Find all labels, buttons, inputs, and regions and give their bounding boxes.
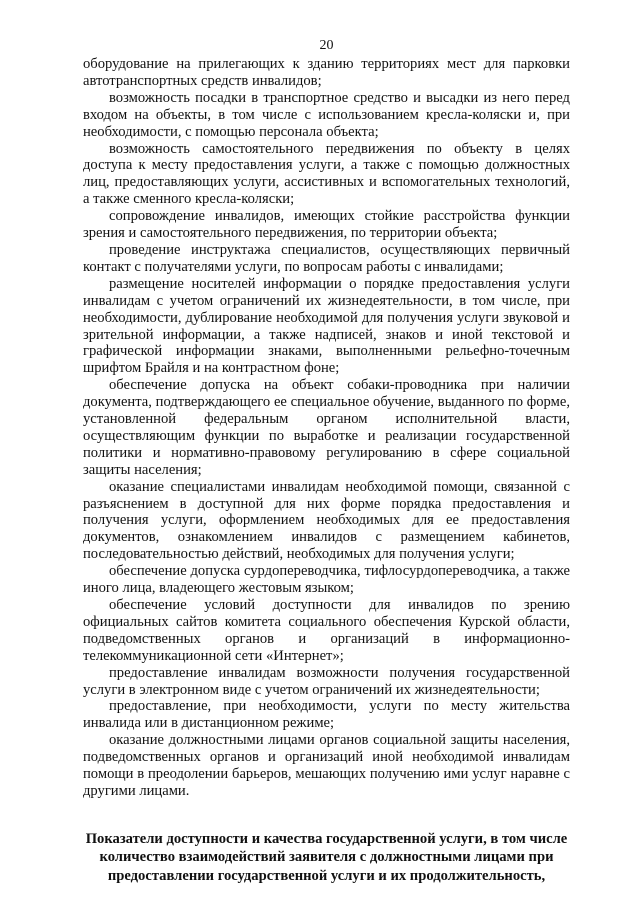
paragraph-sign-interpreter: обеспечение допуска сурдопереводчика, тифлосурдопереводчика, а также иного лица, владеющего жестовым языком; — [83, 563, 570, 597]
paragraph-guide-dog: обеспечение допуска на объект собаки-проводника при наличии документа, подтверждающего ее специальное обучение, выданного по форме, установленной федеральным органом исполнительной власти, осуществляющим функции по выработке и реализации государственной политики и нормативно-правовому регулированию в сфере социальной защиты населения; — [83, 377, 570, 478]
page-number: 20 — [319, 38, 334, 53]
paragraph-instruction: проведение инструктажа специалистов, осуществляющих первичный контакт с получателями услуги, по вопросам работы с инвалидами; — [83, 241, 570, 275]
paragraph-website-accessibility: обеспечение условий доступности для инвалидов по зрению официальных сайтов комитета социального обеспечения Курской области, подведомственных органов и организаций в информационно-телекоммуникационной сети «Интернет»; — [83, 597, 570, 664]
paragraph-boarding: возможность посадки в транспортное средство и высадки из него перед входом на объекты, в том числе с использованием кресла-коляски и, при необходимости, с помощью персонала объекта; — [83, 89, 570, 140]
paragraph-escort: сопровождение инвалидов, имеющих стойкие расстройства функции зрения и самостоятельного передвижения, по территории объекта; — [83, 208, 570, 242]
paragraph-information-media: размещение носителей информации о порядке предоставления услуги инвалидам с учетом ограничений их жизнедеятельности, в том числе, при необходимости, дублирование необходимой для получения услуги звуковой и зрительной информации, а также надписей, знаков и иной текстовой и графической информации знаками, выполненными рельефно-точечным шрифтом Брайля и на контрастном фоне; — [83, 275, 570, 377]
paragraph-remote-service: предоставление, при необходимости, услуги по месту жительства инвалида или в дистанционном режиме; — [83, 698, 570, 732]
section-heading: Показатели доступности и качества государственной услуги, в том числе количество взаимодействий заявителя с должностными лицами при предоставлении государственной услуги и их продолжительность, — [85, 830, 568, 884]
paragraph-barrier-help: оказание должностными лицами органов социальной защиты населения, подведомственных органов и организаций иной необходимой инвалидам помощи в преодолении барьеров, мешающих получению ими услуг наравне с другими лицами. — [83, 732, 570, 799]
paragraph-parking: оборудование на прилегающих к зданию территориях мест для парковки автотранспортных средств инвалидов; — [83, 56, 570, 89]
paragraph-electronic-service: предоставление инвалидам возможности получения государственной услуги в электронном виде с учетом ограничений их жизнедеятельности; — [83, 664, 570, 698]
paragraph-movement: возможность самостоятельного передвижения по объекту в целях доступа к месту предоставления услуги, а также с помощью должностных лиц, предоставляющих услуги, ассистивных и вспомогательных технологий, а также сменного кресла-коляски; — [83, 140, 570, 208]
paragraph-specialist-help: оказание специалистами инвалидам необходимой помощи, связанной с разъяснением в доступной для них форме порядка предоставления и получения услуги, оформлением необходимых для ее предоставления документов, ознакомлением инвалидов с размещением кабинетов, последовательностью действий, необходимых для получения услуги; — [83, 478, 570, 563]
